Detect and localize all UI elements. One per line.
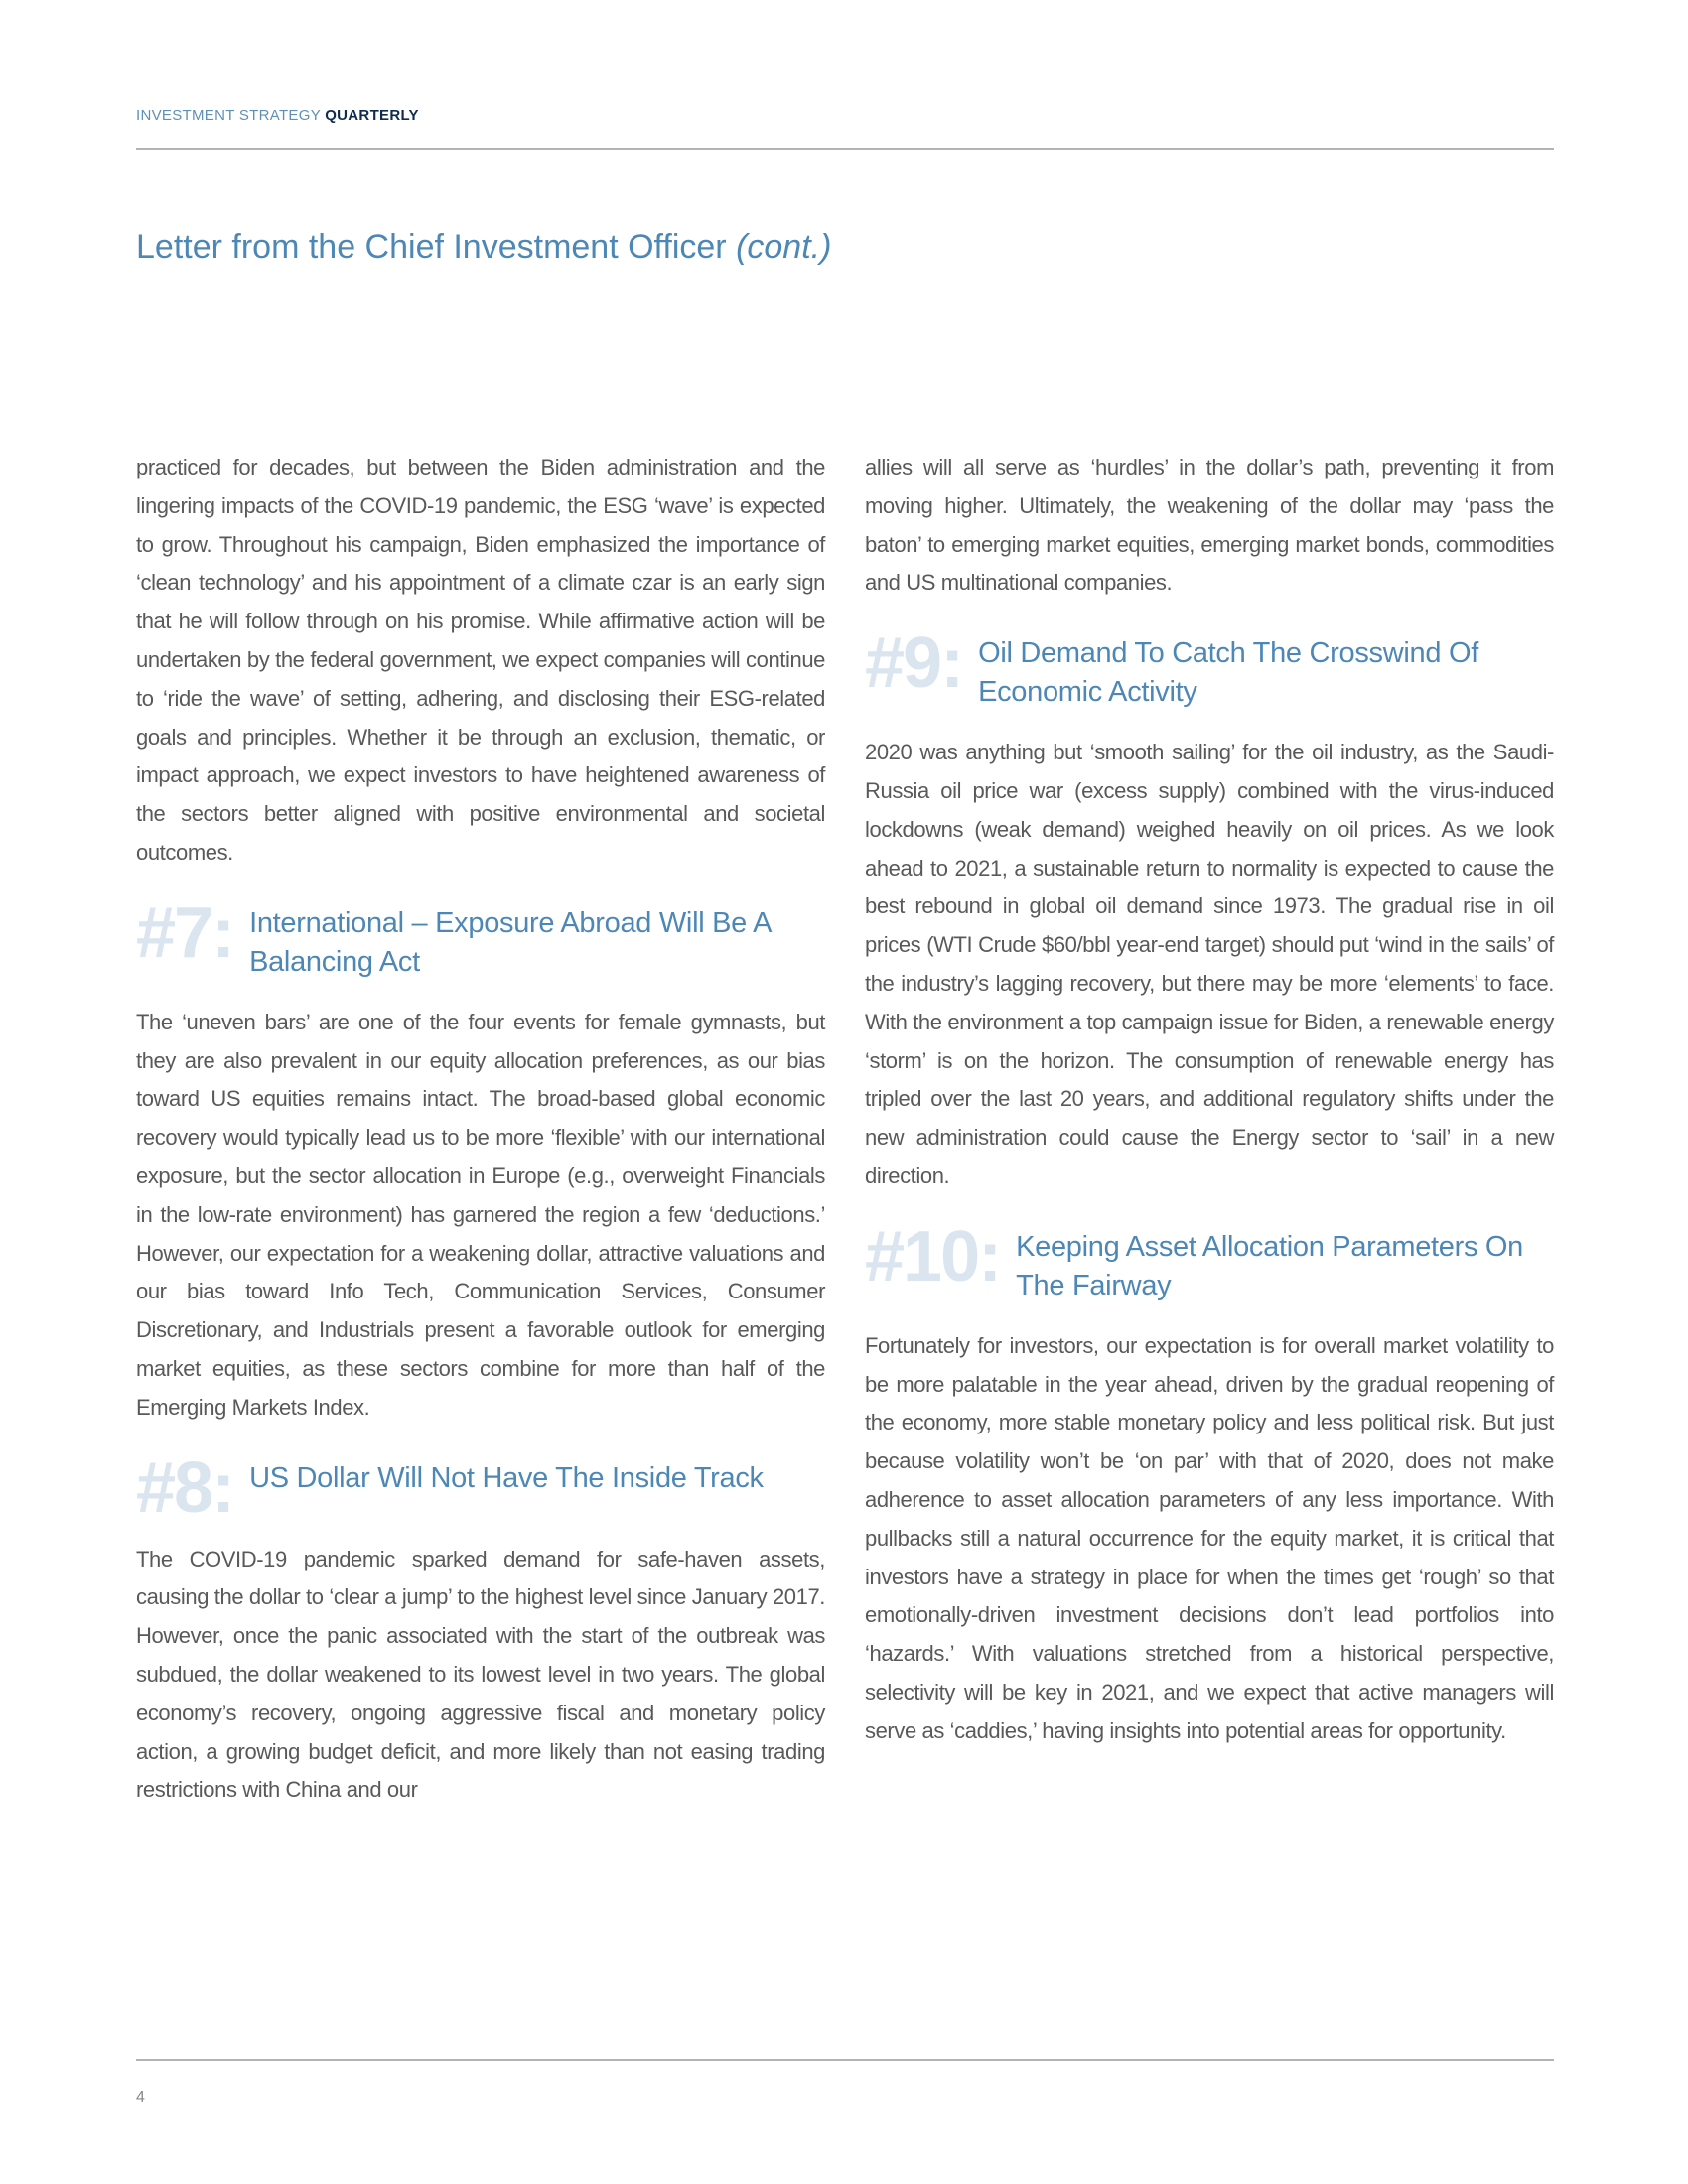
section-number: #9: (865, 623, 963, 704)
publication-header (136, 107, 419, 124)
section-number: #10: (865, 1216, 1001, 1297)
continued-paragraph: practiced for decades, but between the Biden administration and the lingering impacts of the COVID-19 pandemic, the ESG ‘wave’ is expected to grow. Throughout his campaign, Biden emphasized the importance of ‘clean technology’ and his appointment of a climate czar is an early sign that he will follow through on his promise. While affirmative action will be undertaken by the federal government, we expect companies will continue to ‘ride the wave’ of setting, adhering, and disclosing their ESG-related goals and principles. Whether it be through an exclusion, thematic, or impact approach, we expect investors to have heightened awareness of the sectors better aligned with positive environmental and societal outcomes. (136, 455, 825, 865)
section-heading (136, 1447, 825, 1528)
section-title: Keeping Asset Allocation Parameters On The Fairway (1016, 1230, 1524, 1301)
footer-divider (136, 2059, 1554, 2061)
header-divider (136, 148, 1554, 150)
section-number: #7: (136, 892, 234, 973)
page-title-suffix: (cont.) (736, 228, 832, 266)
right-column (865, 449, 1554, 1781)
section-title: International – Exposure Abroad Will Be A Balancing Act (249, 906, 771, 978)
page-title (136, 228, 831, 267)
section-body: 2020 was anything but ‘smooth sailing’ for the oil industry, as the Saudi-Russia oil price war (excess supply) combined with the virus-induced lockdowns (weak demand) weighed heavily on oil prices. As we look ahead to 2021, a sustainable return to normality is expected to cause the best rebound in global oil demand since 1973. The gradual rise in oil prices (WTI Crude $60/bbl year-end target) should put ‘wind in the sails’ of the industry’s lagging recovery, but there may be more ‘elements’ to face. With the environment a top campaign issue for Biden, a renewable energy ‘storm’ is on the horizon. The consumption of renewable energy has tripled over the last 20 years, and additional regulatory shifts under the new administration could cause the Energy sector to ‘sail’ in a new direction. (865, 740, 1554, 1188)
section-heading (136, 892, 825, 982)
page-title-main: Letter from the Chief Investment Officer (136, 228, 737, 266)
section-9 (865, 623, 1554, 1196)
section-8 (136, 1447, 825, 1811)
section-number: #8: (136, 1447, 234, 1528)
section-title: Oil Demand To Catch The Crosswind Of Economic Activity (978, 637, 1478, 709)
section-body: The ‘uneven bars’ are one of the four events for female gymnasts, but they are also prevalent in our equity allocation preferences, as our bias toward US equities remains intact. The broad-based global economic recovery would typically lead us to be more ‘flexible’ with our international exposure, but the sector allocation in Europe (e.g., overweight Financials in the low-rate environment) has garnered the region a few ‘deductions.’ However, our expectation for a weakening dollar, attractive valuations and our bias toward Info Tech, Communication Services, Consumer Discretionary, and Industrials present a favorable outlook for emerging market equities, as these sectors combine for more than half of the Emerging Markets Index. (136, 1009, 825, 1420)
publication-name: INVESTMENT STRATEGY (136, 107, 326, 124)
section-heading (865, 1216, 1554, 1305)
section-body: Fortunately for investors, our expectation is for overall market volatility to be more palatable in the year ahead, driven by the gradual reopening of the economy, more stable monetary policy and less political risk. But just because volatility won’t be ‘on par’ with that of 2020, does not make adherence to asset allocation parameters of any less importance. With pullbacks still a natural occurrence for the equity market, it is critical that investors have a strategy in place for when the times get ‘rough’ so that emotionally-driven investment decisions don’t lead portfolios into ‘hazards.’ With valuations stretched from a historical perspective, selectivity will be key in 2021, and we expect that active managers will serve as ‘caddies,’ having insights into potential areas for opportunity. (865, 1332, 1554, 1743)
left-column (136, 449, 825, 1840)
section-7 (136, 892, 825, 1428)
section-body: The COVID-19 pandemic sparked demand for safe-haven assets, causing the dollar to ‘clear a jump’ to the highest level since January 2017. However, once the panic associated with the start of the outbreak was subdued, the dollar weakened to its lowest level in two years. The global economy’s recovery, ongoing aggressive fiscal and monetary policy action, a growing budget deficit, and more likely than not easing trading restrictions with China and our (136, 1546, 825, 1803)
section-heading (865, 623, 1554, 712)
continued-paragraph: allies will all serve as ‘hurdles’ in the dollar’s path, preventing it from moving higher. Ultimately, the weakening of the dollar may ‘pass the baton’ to emerging market equities, emerging market bonds, commodities and US multinational companies. (865, 455, 1554, 596)
publication-frequency: QUARTERLY (325, 107, 419, 124)
page-number: 4 (136, 2089, 145, 2106)
section-title: US Dollar Will Not Have The Inside Track (249, 1461, 764, 1494)
section-10 (865, 1216, 1554, 1751)
